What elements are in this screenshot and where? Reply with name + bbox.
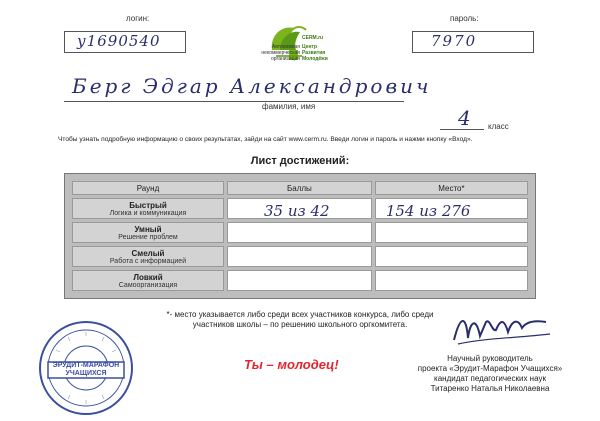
results-table [69, 178, 531, 294]
place-cell [375, 198, 528, 219]
table-row [72, 246, 528, 267]
score-cell [227, 198, 372, 219]
header-score: Баллы [227, 181, 372, 195]
table-row [72, 270, 528, 291]
round-subtitle: Работа с информацией [109, 257, 187, 265]
footnote: *- место указывается либо среди всех участников конкурса, либо среди участников школы – по решению школьного оргкомитета. [166, 310, 434, 329]
stamp-line-1: ЭРУДИТ-МАРАФОН [52, 362, 120, 369]
score-cell [227, 222, 372, 243]
round-cell [72, 222, 224, 243]
org-text [254, 44, 300, 62]
password-value: 7970 [431, 32, 478, 50]
name-underline [64, 101, 404, 102]
supervisor-block [400, 354, 580, 394]
supervisor-line-4: Титаренко Наталья Николаевна [430, 384, 550, 393]
login-value: у1690540 [77, 32, 161, 50]
round-name: Ловкий [133, 272, 163, 282]
table-row [72, 222, 528, 243]
grade-underline [440, 129, 484, 130]
place-cell [375, 222, 528, 243]
round-name: Смелый [131, 248, 165, 258]
table-header-row [72, 181, 528, 195]
org-line-2: некоммерческая [261, 50, 300, 56]
score-cell [227, 270, 372, 291]
round-subtitle: Решение проблем [118, 233, 178, 241]
results-table-frame [64, 173, 536, 299]
place-cell [375, 270, 528, 291]
password-label: пароль: [450, 14, 479, 23]
org-logo [262, 20, 352, 70]
score-value: 35 из 42 [264, 202, 330, 220]
org-brand [302, 44, 342, 62]
round-subtitle: Самоорганизация [118, 281, 178, 289]
results-title: Лист достижений: [250, 155, 350, 167]
grade-label: класс [488, 122, 509, 131]
header-round: Раунд [72, 181, 224, 195]
participant-name: Берг Эдгар Александрович [72, 74, 432, 98]
supervisor-line-3: кандидат педагогических наук [434, 374, 546, 383]
brand-line-1: Центр [302, 44, 318, 50]
round-name: Умный [134, 224, 162, 234]
header-place: Место* [375, 181, 528, 195]
login-field [64, 31, 186, 53]
bravo-message: Ты – молодец! [244, 357, 339, 372]
supervisor-line-1: Научный руководитель [447, 354, 533, 363]
brand-line-2: Развития [302, 50, 326, 56]
stamp-line-2: УЧАЩИХСЯ [65, 370, 107, 377]
round-cell [72, 246, 224, 267]
score-cell [227, 246, 372, 267]
site-badge: CERM.ru [302, 35, 324, 41]
org-line-3: организация [270, 56, 300, 62]
brand-line-3: Молодёжи [302, 56, 328, 62]
round-subtitle: Логика и коммуникация [109, 209, 187, 217]
login-label: логин: [126, 14, 150, 23]
round-cell [72, 270, 224, 291]
name-caption: фамилия, имя [262, 102, 316, 111]
stamp [38, 320, 134, 416]
password-field [412, 31, 534, 53]
org-line-1: Автономная [271, 44, 300, 50]
round-cell [72, 198, 224, 219]
supervisor-line-2: проекта «Эрудит-Марафон Учащихся» [417, 364, 563, 373]
info-line: Чтобы узнать подробную информацию о своих результатах, зайди на сайт www.cerm.ru. Введи логин и пароль и нажми кнопку «Вход». [58, 136, 473, 143]
grade-value: 4 [458, 106, 471, 130]
table-row [72, 198, 528, 219]
round-name: Быстрый [129, 200, 167, 210]
signature-icon [446, 308, 556, 352]
place-value: 154 из 276 [385, 202, 471, 220]
place-cell [375, 246, 528, 267]
